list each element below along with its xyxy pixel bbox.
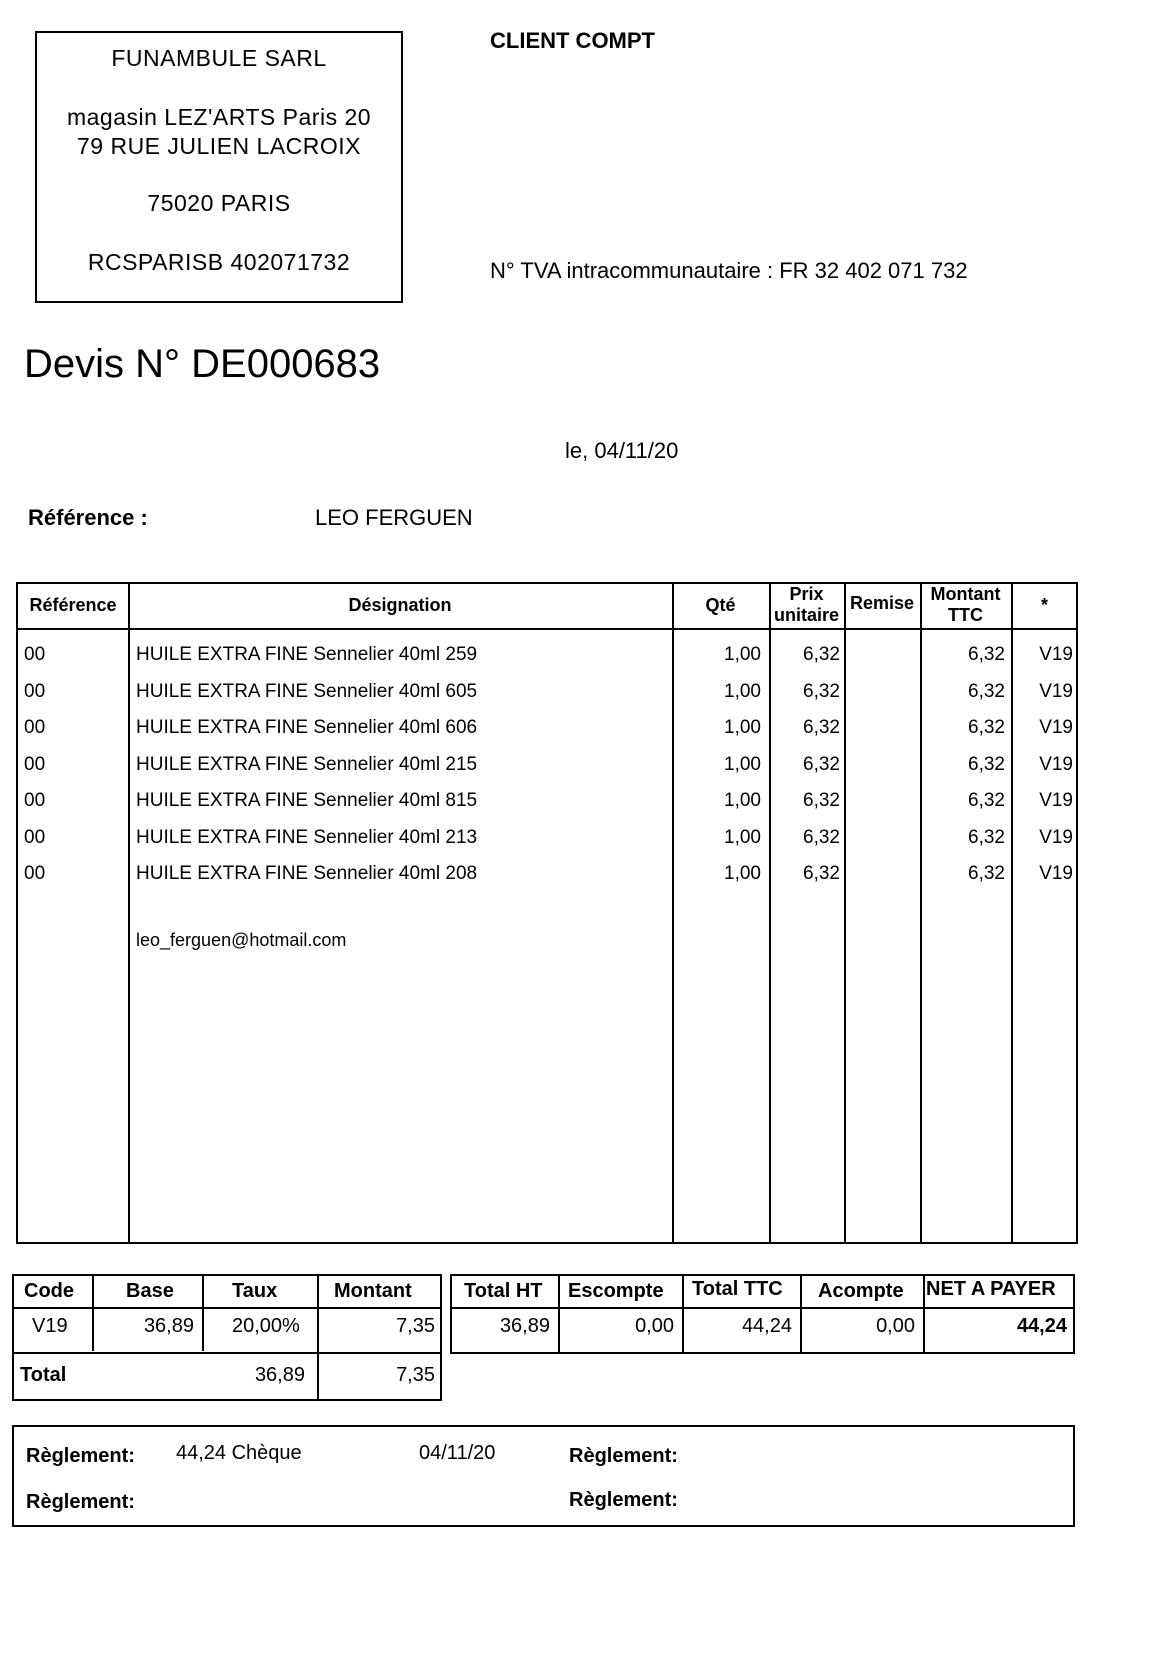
header-amount-line1: Montant — [930, 584, 1001, 604]
item-tax-code: V19 — [1039, 680, 1073, 702]
company-street: 79 RUE JULIEN LACROIX — [76, 133, 362, 159]
item-tax-code: V19 — [1039, 863, 1073, 884]
item-unit-price: 6,32 — [803, 790, 840, 811]
item-reference: 00 — [24, 753, 46, 775]
company-rcs: RCSPARISB 402071732 — [87, 249, 351, 275]
item-tax-code: V19 — [1039, 717, 1073, 738]
item-designation: HUILE EXTRA FINE Sennelier 40ml 213 — [136, 826, 478, 848]
header-reference: Référence — [29, 595, 117, 615]
items-header-divider — [18, 628, 1076, 630]
totals-ttc-value: 44,24 — [741, 1315, 792, 1337]
item-unit-price: 6,32 — [803, 826, 840, 848]
totals-col-divider — [682, 1276, 684, 1352]
tax-header-rate: Taux — [232, 1280, 278, 1302]
header-star: * — [1040, 595, 1048, 615]
item-reference: 00 — [24, 644, 46, 665]
item-unit-price: 6,32 — [803, 644, 840, 665]
company-box — [35, 31, 403, 303]
item-amount: 6,32 — [968, 863, 1005, 884]
tax-header-code: Code — [24, 1280, 74, 1302]
item-qty: 1,00 — [724, 790, 761, 811]
header-qty: Qté — [705, 595, 736, 615]
header-discount: Remise — [849, 593, 915, 613]
totals-col-divider — [558, 1276, 560, 1352]
client-type: CLIENT COMPT — [490, 28, 655, 53]
item-unit-price: 6,32 — [803, 717, 840, 738]
tax-amount: 7,35 — [396, 1315, 435, 1337]
item-qty: 1,00 — [724, 826, 761, 848]
company-city: 75020 PARIS — [147, 190, 291, 216]
totals-header-ttc: Total TTC — [692, 1278, 783, 1300]
item-amount: 6,32 — [968, 717, 1005, 738]
totals-table — [450, 1274, 1075, 1354]
customer-email: leo_ferguen@hotmail.com — [136, 930, 347, 950]
payment-label: Règlement: — [26, 1491, 135, 1513]
payment-label: Règlement: — [569, 1489, 678, 1511]
totals-col-divider — [923, 1276, 925, 1352]
header-unit-price-line2: unitaire — [773, 605, 839, 625]
item-designation: HUILE EXTRA FINE Sennelier 40ml 215 — [136, 753, 478, 775]
company-name: FUNAMBULE SARL — [111, 45, 327, 71]
payment-entry: 44,24 Chèque — [176, 1442, 302, 1464]
company-store: magasin LEZ'ARTS Paris 20 — [66, 104, 372, 130]
item-designation: HUILE EXTRA FINE Sennelier 40ml 606 — [136, 717, 478, 738]
item-reference: 00 — [24, 717, 46, 738]
header-unit-price-line1: Prix — [789, 584, 824, 604]
item-tax-code: V19 — [1039, 790, 1073, 811]
totals-header-deposit: Acompte — [818, 1280, 904, 1302]
payment-box — [12, 1425, 1075, 1527]
col-divider — [844, 584, 846, 1242]
item-designation: HUILE EXTRA FINE Sennelier 40ml 259 — [136, 644, 478, 665]
totals-header-divider — [452, 1307, 1073, 1309]
item-tax-code: V19 — [1039, 753, 1073, 775]
tax-base: 36,89 — [143, 1315, 194, 1337]
tax-total-amount: 7,35 — [396, 1364, 435, 1386]
item-designation: HUILE EXTRA FINE Sennelier 40ml 815 — [136, 790, 478, 811]
devis-date: le, 04/11/20 — [565, 438, 679, 463]
item-designation: HUILE EXTRA FINE Sennelier 40ml 208 — [136, 863, 478, 884]
totals-header-net: NET A PAYER — [926, 1278, 1056, 1300]
header-amount-line2: TTC — [948, 605, 983, 625]
item-reference: 00 — [24, 790, 46, 811]
tax-total-label: Total — [20, 1364, 67, 1386]
tax-rate: 20,00% — [232, 1315, 300, 1337]
item-reference: 00 — [24, 863, 46, 884]
tax-header-amount: Montant — [334, 1280, 412, 1302]
item-qty: 1,00 — [724, 717, 761, 738]
devis-title: Devis N° DE000683 — [24, 342, 381, 386]
payment-date: 04/11/20 — [419, 1442, 496, 1464]
item-amount: 6,32 — [968, 644, 1005, 665]
item-qty: 1,00 — [724, 863, 761, 884]
item-unit-price: 6,32 — [803, 680, 840, 702]
item-reference: 00 — [24, 826, 46, 848]
item-tax-code: V19 — [1039, 644, 1073, 665]
item-unit-price: 6,32 — [803, 863, 840, 884]
header-designation: Désignation — [348, 595, 452, 615]
item-amount: 6,32 — [968, 680, 1005, 702]
totals-discount-value: 0,00 — [635, 1315, 674, 1337]
tax-header-divider — [14, 1307, 440, 1309]
tax-col-divider — [317, 1276, 319, 1399]
totals-header-ht: Total HT — [464, 1280, 543, 1302]
payment-label: Règlement: — [569, 1445, 678, 1467]
item-amount: 6,32 — [968, 753, 1005, 775]
tax-table — [12, 1274, 442, 1401]
item-unit-price: 6,32 — [803, 753, 840, 775]
totals-ht-value: 36,89 — [499, 1315, 550, 1337]
totals-header-discount: Escompte — [568, 1280, 664, 1302]
item-qty: 1,00 — [724, 680, 761, 702]
item-tax-code: V19 — [1039, 826, 1073, 848]
item-qty: 1,00 — [724, 644, 761, 665]
tax-col-divider — [92, 1276, 94, 1351]
item-designation: HUILE EXTRA FINE Sennelier 40ml 605 — [136, 680, 478, 702]
tax-header-base: Base — [126, 1280, 174, 1302]
reference-value: LEO FERGUEN — [315, 505, 473, 530]
item-reference: 00 — [24, 680, 46, 702]
tax-total-base: 36,89 — [254, 1364, 305, 1386]
item-qty: 1,00 — [724, 753, 761, 775]
net-to-pay-value: 44,24 — [1016, 1315, 1067, 1337]
tax-col-divider — [202, 1276, 204, 1351]
col-divider — [128, 584, 130, 1242]
tva-number: N° TVA intracommunautaire : FR 32 402 071 732 — [490, 258, 968, 283]
item-amount: 6,32 — [968, 826, 1005, 848]
payment-label: Règlement: — [26, 1445, 135, 1467]
totals-col-divider — [800, 1276, 802, 1352]
reference-label: Référence : — [28, 505, 148, 530]
totals-deposit-value: 0,00 — [876, 1315, 915, 1337]
tax-total-divider — [14, 1352, 440, 1354]
items-table — [16, 582, 1078, 1244]
item-amount: 6,32 — [968, 790, 1005, 811]
tax-code: V19 — [32, 1315, 68, 1337]
